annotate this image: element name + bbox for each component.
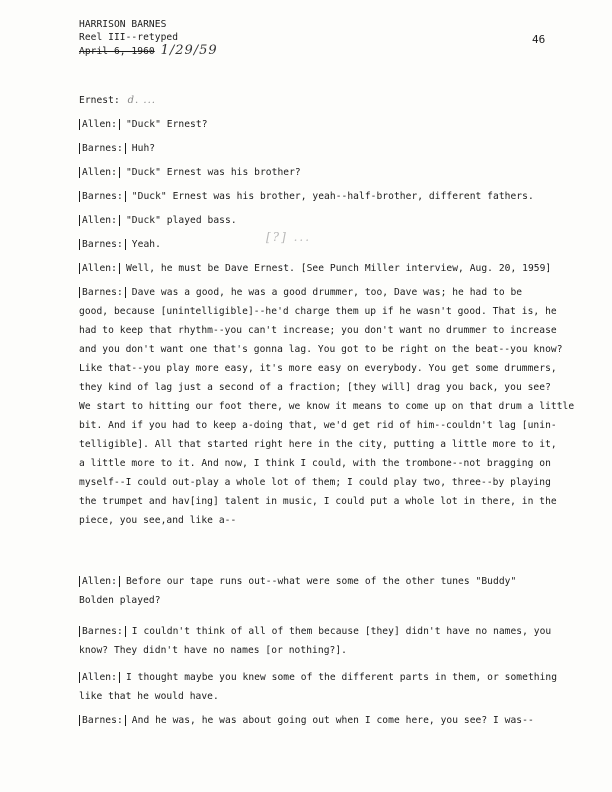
line-text: Dave was a good, he was a good drummer, too, Dave was; he had to be — [131, 287, 523, 298]
line-text: bit. And if you had to keep a-doing that, we'd get rid of him--couldn't lag [unin- — [79, 420, 557, 431]
transcript-line — [79, 477, 551, 488]
transcript-line — [79, 215, 237, 226]
line-text: had to keep that rhythm--you can't increase; you don't want no drummer to increase — [79, 325, 557, 336]
speaker-label: Allen: — [79, 672, 120, 683]
transcript-line — [79, 496, 557, 507]
line-text: like that he would have. — [79, 691, 219, 702]
line-text: know? They didn't have no names [or nothing?]. — [79, 645, 347, 656]
line-text: "Duck" Ernest was his brother, yeah--half-brother, different fathers. — [131, 191, 534, 202]
line-text: Huh? — [131, 143, 156, 154]
transcript-line — [79, 363, 557, 374]
speaker-label: Barnes: — [79, 239, 126, 250]
reel-label: Reel III--retyped — [79, 32, 179, 43]
speaker-label: Allen: — [79, 167, 120, 178]
transcript-line — [79, 344, 563, 355]
transcript-line — [79, 515, 236, 526]
speaker-label: Allen: — [79, 263, 120, 274]
transcript-line — [79, 691, 219, 702]
transcript-line — [79, 382, 551, 393]
transcript-line — [79, 626, 551, 637]
transcript-line — [79, 420, 557, 431]
page-number: 46 — [532, 33, 546, 46]
document-header — [79, 18, 218, 58]
speaker-label: Barnes: — [79, 143, 126, 154]
transcript-line — [79, 439, 557, 450]
transcript-line — [79, 595, 161, 606]
handwritten-date: 1/29/59 — [160, 43, 218, 58]
transcript-line — [79, 645, 347, 656]
transcript-line — [79, 306, 557, 317]
speaker-label: Allen: — [79, 215, 120, 226]
transcript-line — [79, 143, 155, 154]
line-text: And he was, he was about going out when I come here, you see? I was-- — [131, 715, 534, 726]
transcript-line — [79, 167, 301, 178]
transcript-line — [79, 263, 551, 274]
line-text: Bolden played? — [79, 595, 161, 606]
transcript-line — [79, 458, 551, 469]
line-text: they kind of lag just a second of a fraction; [they will] drag you back, you see? — [79, 382, 551, 393]
line-text: good, because [unintelligible]--he'd charge them up if he wasn't good. That is, he — [79, 306, 557, 317]
speaker-label: Barnes: — [79, 626, 126, 637]
speaker-label: Allen: — [79, 576, 120, 587]
line-text: Before our tape runs out--what were some of the other tunes "Buddy" — [125, 576, 517, 587]
line-text: "Duck" played bass. — [125, 215, 237, 226]
line-text: "Duck" Ernest? — [125, 119, 208, 130]
transcript-line — [79, 576, 516, 587]
line-text: and you don't want one that's gonna lag. You got to be right on the beat--you know? — [79, 344, 563, 355]
ernest-heading — [79, 95, 156, 106]
speaker-label: Barnes: — [79, 715, 126, 726]
line-text: Yeah. — [131, 239, 161, 250]
transcript-line — [79, 672, 557, 683]
line-text: I couldn't think of all of them because [they] didn't have no names, you — [131, 626, 552, 637]
speaker-label: Barnes: — [79, 287, 126, 298]
struck-date: April 6, 1960 — [79, 46, 155, 57]
line-text: We start to hitting our foot there, we know it means to come up on that drum a little — [79, 401, 575, 412]
transcript-line — [79, 119, 208, 130]
line-text: Like that--you play more easy, it's more easy on everybody. You get some drummers, — [79, 363, 557, 374]
ernest-label: Ernest: — [79, 95, 120, 106]
date-line — [79, 44, 218, 58]
transcript-line — [79, 325, 557, 336]
line-text: myself--I could out-play a whole lot of them; I could play two, three--by playing — [79, 477, 551, 488]
line-text: the trumpet and hav[ing] talent in music, I could put a whole lot in there, in the — [79, 496, 557, 507]
line-text: telligible]. All that started right here in the city, putting a little more to it, — [79, 439, 557, 450]
transcript-line — [79, 287, 522, 298]
line-text: a little more to it. And now, I think I could, with the trombone--not bragging on — [79, 458, 551, 469]
transcript-line — [79, 715, 534, 726]
transcript-line — [79, 401, 574, 412]
speaker-label: Barnes: — [79, 191, 126, 202]
interviewee-name: HARRISON BARNES — [79, 19, 167, 30]
faint-handwritten-note: [?] ... — [266, 230, 312, 244]
line-text: "Duck" Ernest was his brother? — [125, 167, 301, 178]
line-text: piece, you see,and like a-- — [79, 515, 237, 526]
line-text: Well, he must be Dave Ernest. [See Punch Miller interview, Aug. 20, 1959] — [125, 263, 552, 274]
ernest-handwriting: d. ... — [127, 95, 156, 106]
speaker-label: Allen: — [79, 119, 120, 130]
transcript-line — [79, 191, 534, 202]
transcript-line — [79, 239, 161, 250]
line-text: I thought maybe you knew some of the different parts in them, or something — [125, 672, 558, 683]
